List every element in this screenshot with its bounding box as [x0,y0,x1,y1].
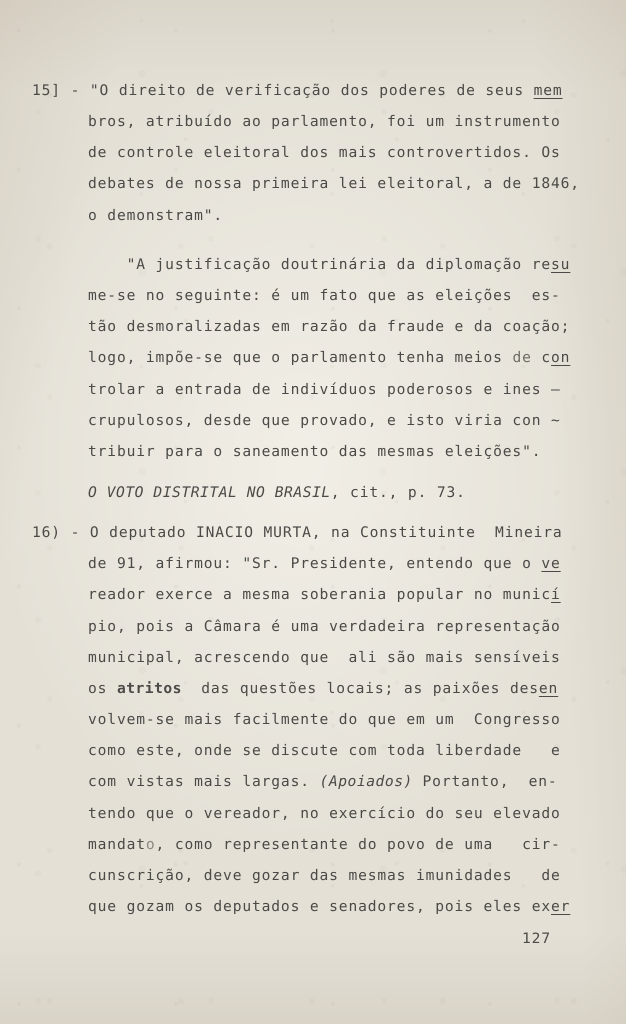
quoted-paragraph-line-5: trolar a entrada de indivíduos poderosos e ines — [88,380,561,398]
item-marker-15: 15] - [32,82,90,99]
quoted-paragraph-line-6: crupulosos, desde que provado, e isto viria con ~ [88,411,561,429]
quoted-paragraph-line-3: tão desmoralizadas em razão da fraude e da coação; [88,318,571,336]
line-text: com vistas mais largas. [88,773,320,791]
list-item-16-line-12: cunscrição, deve gozar das mesmas imunidades de [88,866,561,884]
line-text-cont: c [531,349,552,367]
faint-word: de [512,349,532,367]
line-text: mandat [88,835,146,853]
citation-line [88,483,466,501]
overstruck-word: atritos [116,679,182,697]
quoted-paragraph-line-2: me-se no seguinte: é um fato que as eleições es- [88,287,561,305]
list-item-16-line-3 [88,588,561,603]
item-marker-16: 16) - [32,524,90,542]
hyphen-continuation: su [551,255,571,273]
list-item-15-line-5: o demonstram". [88,206,224,224]
line-text-cont: Portanto, en- [412,773,558,791]
hyphen-continuation: mem [533,82,563,99]
line-text: de 91, afirmou: "Sr. Presidente, entendo que o [88,555,542,573]
list-item-16-line-4: pio, pois a Câmara é uma verdadeira representação [88,617,561,635]
line-text: que gozam os deputados e senadores, pois eles ex [88,898,552,915]
hyphen-continuation: í [551,586,561,604]
list-item-16-line-7: volvem-se mais facilmente do que em um Congresso [88,711,561,729]
list-item-15-line-2: bros, atribuído ao parlamento, foi um instrumento [88,113,561,131]
italic-interjection: (Apoiados) [319,773,413,791]
list-item-15-line-1 [32,84,563,99]
line-text: "O direito de verificação dos poderes de seus [89,82,534,99]
line-text: reador exerce a mesma soberania popular no munic [88,586,552,604]
hyphen-continuation: er [551,898,571,915]
list-item-16-line-6 [88,679,559,697]
quoted-paragraph-line-4 [88,351,570,366]
list-item-16-line-11 [88,835,561,853]
line-text: O deputado INACIO MURTA, na Constituinte Mineira [89,524,563,542]
list-item-16-line-1 [32,526,563,541]
list-item-16-line-9 [88,775,558,790]
list-item-16-line-5: municipal, acrescendo que ali são mais sensíveis [88,648,561,666]
list-item-16-line-13 [88,900,570,915]
hyphen-continuation: ve [541,555,561,573]
faint-character: o [145,835,156,853]
line-text: "A justificação doutrinária da diplomação re [88,255,552,273]
line-text: os [88,679,117,697]
line-text: logo, impõe-se que o parlamento tenha meios [88,349,513,367]
citation-title: O VOTO DISTRITAL NO BRASIL [88,483,331,501]
hyphen-continuation: on [551,349,571,367]
quoted-paragraph-line-1 [88,255,571,273]
citation-reference: , cit., p. 73. [330,483,466,501]
line-text-cont: , como representante do povo de uma cir- [155,835,561,853]
hyphen-continuation: en [538,679,559,697]
list-item-15-line-4: debates de nossa primeira lei eleitoral, a de 1846, [88,175,580,193]
list-item-16-line-2 [88,557,561,572]
page-number: 127 [522,930,552,947]
list-item-16-line-8: como este, onde se discute com toda liberdade e [88,742,561,760]
list-item-15-line-3: de controle eleitoral dos mais controvertidos. Os [88,144,561,162]
quoted-paragraph-line-7: tribuir para o saneamento das mesmas eleições". [88,442,542,460]
line-text-cont: das questões locais; as paixões des [181,679,539,697]
list-item-16-line-10: tendo que o vereador, no exercício do seu elevado [88,804,561,822]
